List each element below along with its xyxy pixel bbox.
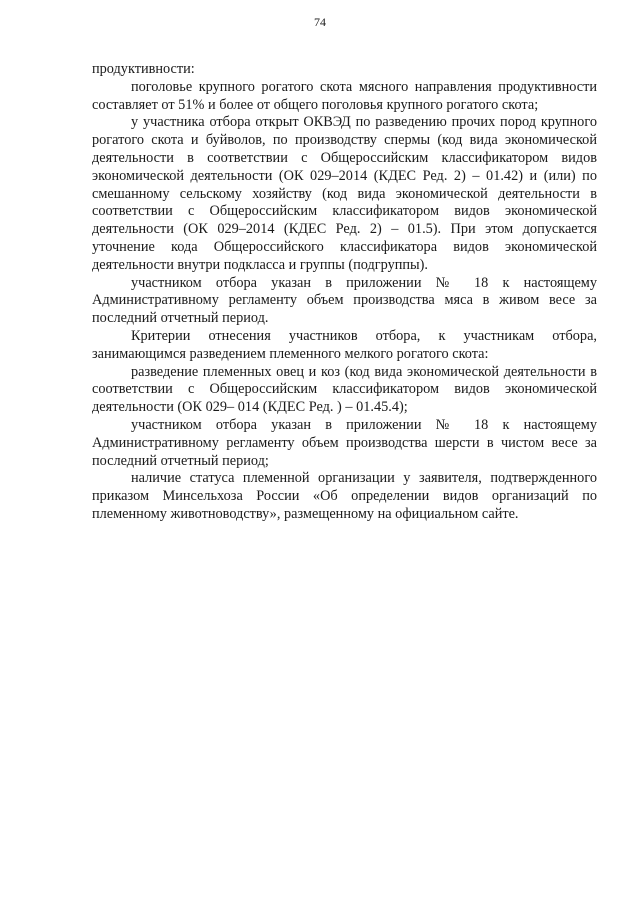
page-number: 74 — [314, 15, 326, 29]
paragraph-breeding-status: наличие статуса племенной организации у заявителя, подтвержденного приказом Минсельхоза России «Об определении видов организаций по племенному животноводству», размещенному на официальном сайте. — [92, 470, 597, 522]
paragraph-okved-cattle: у участника отбора открыт ОКВЭД по разведению прочих пород крупного рогатого скота и буйволов, по производству спермы (код вида экономической деятельности в соответствии с Общероссийским классификатором видов экономической деятельности (ОК 029–2014 (КДЕС Ред. 2) – 01.42) и (или) по смешанному сельскому хозяйству (код вида экономической деятельности в соответствии с Общероссийским классификатором видов экономической деятельности (ОК 029–2014 (КДЕС Ред. 2) – 01.5). При этом допускается уточнение кода Общероссийского классификатора видов экономической деятельности внутри подкласса и группы (подгруппы). — [92, 114, 597, 273]
document-body — [92, 61, 597, 524]
paragraph-continuation: продуктивности: — [92, 61, 195, 77]
paragraph-livestock-share: поголовье крупного рогатого скота мясного направления продуктивности составляет от 51% и более от общего поголовья крупного рогатого скота; — [92, 78, 597, 113]
paragraph-sheep-goat-breeding: разведение племенных овец и коз (код вида экономической деятельности в соответствии с Общероссийским классификатором видов экономической деятельности (ОК 029– 014 (КДЕС Ред. ) – 01.45.4); — [92, 363, 597, 416]
paragraph-small-cattle-criteria: Критерии отнесения участников отбора, к участникам отбора, занимающимся разведением племенного мелкого рогатого скота: — [92, 327, 597, 362]
paragraph-wool-production: участником отбора указан в приложении № 18 к настоящему Административному регламенту объем производства шерсти в чистом весе за последний отчетный период; — [92, 416, 597, 469]
paragraph-meat-production: участником отбора указан в приложении № 18 к настоящему Административному регламенту объем производства мяса в живом весе за последний отчетный период. — [92, 274, 597, 327]
